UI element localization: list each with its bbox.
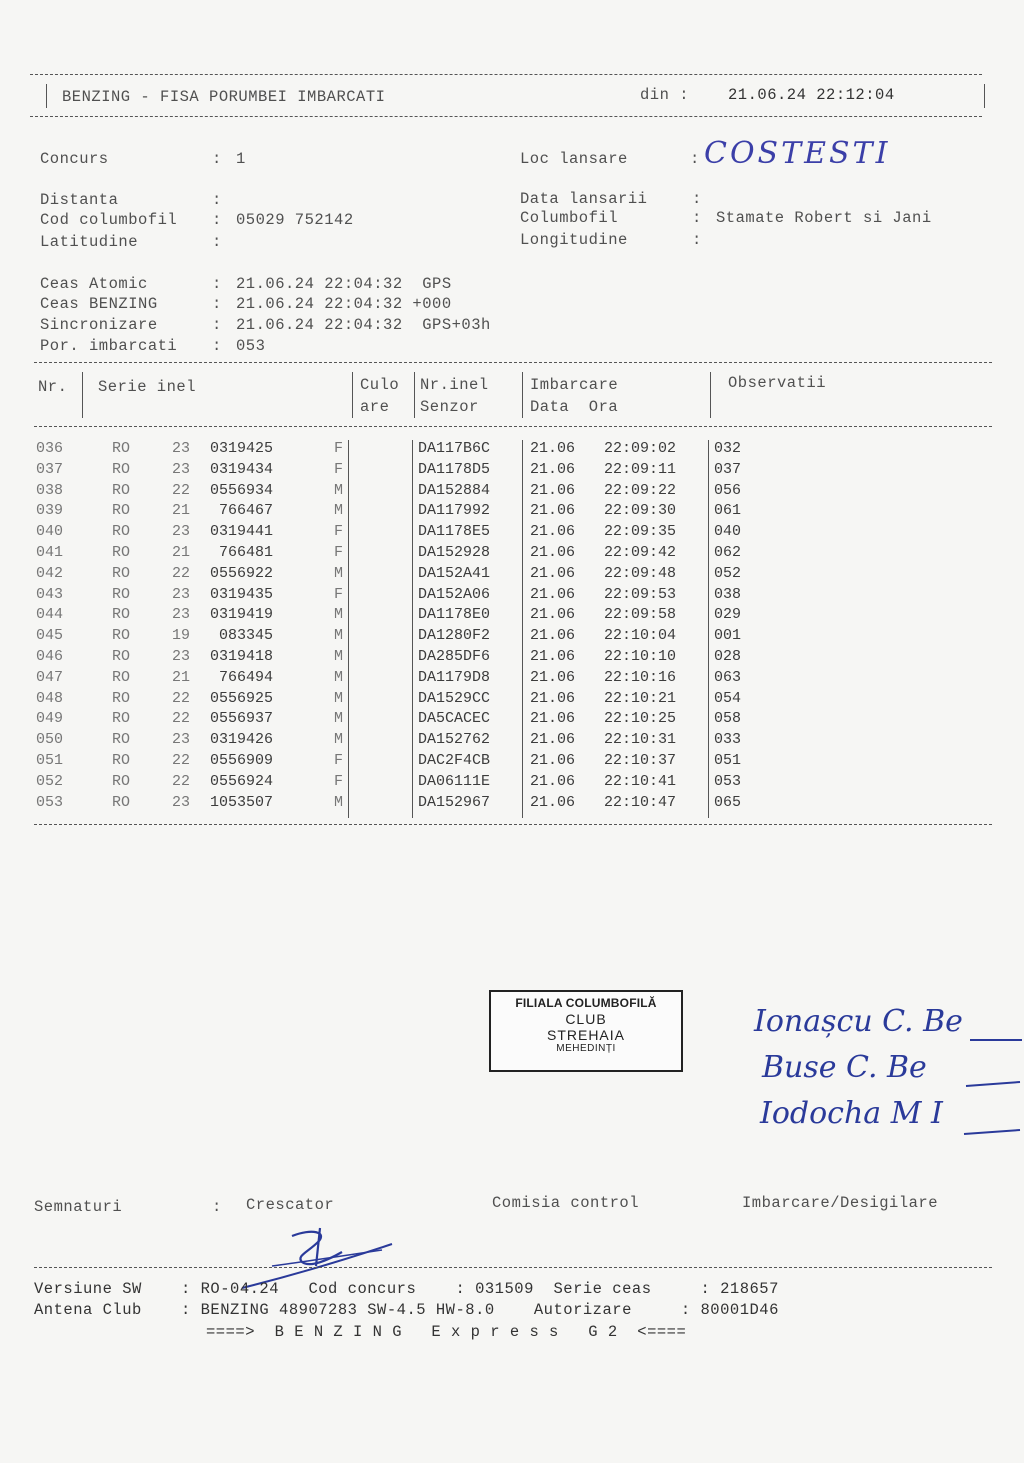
cell-nr: 053: [36, 793, 64, 811]
stamp-line-2: CLUB: [565, 1011, 607, 1027]
cell-cc: RO: [112, 689, 131, 707]
cell-cc: RO: [112, 752, 131, 769]
cell-sensor: DA152928: [418, 544, 491, 561]
cell-yy: 22: [172, 772, 191, 790]
header-din-value: 21.06.24 22:12:04: [728, 86, 895, 104]
cell-sensor: DA152884: [418, 481, 491, 499]
cell-yy: 23: [172, 523, 191, 541]
cell-time: 22:10:41: [604, 772, 677, 790]
cell-obs: 040: [714, 523, 742, 541]
cell-nr: 043: [36, 585, 64, 603]
cell-nr: 048: [36, 689, 64, 707]
cell-date: 21.06: [530, 648, 576, 665]
cell-nr: 041: [36, 544, 64, 561]
cell-obs: 051: [714, 752, 742, 769]
cell-cc: RO: [112, 564, 131, 582]
info-data-lansarii-sep: :: [692, 190, 702, 208]
cell-sex: F: [334, 440, 344, 457]
cell-sex: M: [334, 731, 344, 749]
clock-benzing-sep: :: [212, 295, 222, 313]
cell-date: 21.06: [530, 502, 576, 520]
body-divider-imbarcare: [708, 440, 709, 818]
cell-obs: 037: [714, 460, 742, 478]
cell-ring: 083345: [210, 627, 274, 645]
cell-time: 22:09:48: [604, 564, 677, 582]
cell-obs: 053: [714, 772, 742, 790]
info-longitudine-label: Longitudine: [520, 231, 628, 249]
cell-nr: 036: [36, 440, 64, 457]
body-divider-inel: [522, 440, 523, 818]
cell-time: 22:10:16: [604, 668, 677, 686]
cell-sex: F: [334, 752, 344, 769]
cell-yy: 22: [172, 689, 191, 707]
semnaturi-sep: :: [212, 1198, 222, 1216]
cell-yy: 19: [172, 627, 191, 645]
info-latitudine-label: Latitudine: [40, 233, 139, 251]
col-culoare-header-1: Culo: [360, 376, 400, 394]
cell-sex: M: [334, 606, 344, 624]
table-bottom-rule: [34, 824, 992, 825]
cell-time: 22:09:22: [604, 481, 677, 499]
cell-cc: RO: [112, 460, 131, 478]
cell-ring: 0556922: [210, 564, 274, 582]
col-imbarcare-header-1: Imbarcare: [530, 376, 619, 394]
cell-nr: 052: [36, 772, 64, 790]
footer-line-2: Antena Club : BENZING 48907283 SW-4.5 HW-8.0 Autorizare : 80001D46: [34, 1301, 779, 1319]
clock-sincronizare-label: Sincronizare: [40, 316, 158, 334]
cell-time: 22:09:42: [604, 544, 677, 561]
col-observatii-header: Observatii: [728, 374, 827, 392]
cell-ring: 0319419: [210, 606, 274, 624]
cell-obs: 038: [714, 585, 742, 603]
cell-time: 22:09:53: [604, 585, 677, 603]
cell-ring: 766481: [210, 544, 274, 561]
stamp-line-4: MEHEDINȚI: [556, 1043, 616, 1054]
info-loc-label: Loc lansare: [520, 150, 628, 168]
cell-sensor: DA5CACEC: [418, 710, 491, 728]
cell-ring: 0556925: [210, 689, 274, 707]
cell-time: 22:10:10: [604, 648, 677, 665]
header-divider-culoare: [414, 372, 415, 418]
cell-time: 22:10:47: [604, 793, 677, 811]
cell-yy: 23: [172, 606, 191, 624]
info-longitudine-sep: :: [692, 231, 702, 249]
cell-date: 21.06: [530, 544, 576, 561]
cell-yy: 22: [172, 752, 191, 769]
clock-benzing-label: Ceas BENZING: [40, 295, 158, 313]
cell-yy: 21: [172, 668, 191, 686]
cell-date: 21.06: [530, 772, 576, 790]
header-title: BENZING - FISA PORUMBEI IMBARCATI: [62, 88, 386, 106]
cell-nr: 045: [36, 627, 64, 645]
stamp-line-3: STREHAIA: [546, 1027, 625, 1043]
cell-sex: F: [334, 523, 344, 541]
cell-obs: 029: [714, 606, 742, 624]
cell-cc: RO: [112, 440, 131, 457]
cell-sensor: DA152967: [418, 793, 491, 811]
cell-obs: 052: [714, 564, 742, 582]
col-inel-header-2: Senzor: [420, 398, 479, 416]
cell-sex: M: [334, 564, 344, 582]
cell-sensor: DA117992: [418, 502, 491, 520]
cell-sex: M: [334, 689, 344, 707]
cell-nr: 044: [36, 606, 64, 624]
cell-sensor: DA152A41: [418, 564, 491, 582]
cell-ring: 0319435: [210, 585, 274, 603]
header-divider-nr: [82, 372, 83, 418]
cell-cc: RO: [112, 710, 131, 728]
header-right-bar: [984, 84, 985, 108]
cell-time: 22:09:30: [604, 502, 677, 520]
cell-time: 22:09:58: [604, 606, 677, 624]
info-concurs-label: Concurs: [40, 150, 109, 168]
cell-sex: M: [334, 710, 344, 728]
cell-ring: 0319425: [210, 440, 274, 457]
cell-sensor: DA152A06: [418, 585, 491, 603]
col-serie-header: Serie inel: [98, 378, 197, 396]
footer-line-3: ====> B E N Z I N G E x p r e s s G 2 <====: [206, 1323, 687, 1341]
semnaturi-comisia: Comisia control: [492, 1194, 640, 1212]
cell-obs: 028: [714, 648, 742, 665]
cell-date: 21.06: [530, 440, 576, 457]
cell-date: 21.06: [530, 481, 576, 499]
cell-obs: 063: [714, 668, 742, 686]
cell-sex: F: [334, 772, 344, 790]
clock-atomic-label: Ceas Atomic: [40, 275, 148, 293]
cell-time: 22:10:25: [604, 710, 677, 728]
handwritten-signature-2: Buse C. Be: [762, 1050, 927, 1085]
por-imbarcati-sep: :: [212, 337, 222, 355]
cell-ring: 766467: [210, 502, 274, 520]
cell-time: 22:10:21: [604, 689, 677, 707]
cell-ring: 0556937: [210, 710, 274, 728]
cell-sex: F: [334, 460, 344, 478]
footer-rule: [34, 1267, 992, 1268]
cell-cc: RO: [112, 627, 131, 645]
cell-yy: 23: [172, 793, 191, 811]
table-header-rule: [34, 426, 992, 427]
cell-time: 22:10:04: [604, 627, 677, 645]
cell-time: 22:10:37: [604, 752, 677, 769]
cell-date: 21.06: [530, 606, 576, 624]
signature-underlines: [900, 1030, 1024, 1140]
cell-yy: 23: [172, 648, 191, 665]
cell-sensor: DA1178D5: [418, 460, 491, 478]
col-culoare-header-2: are: [360, 398, 390, 416]
cell-yy: 22: [172, 710, 191, 728]
cell-ring: 0319418: [210, 648, 274, 665]
header-divider-imbarcare: [710, 372, 711, 418]
cell-obs: 065: [714, 793, 742, 811]
cell-nr: 042: [36, 564, 64, 582]
clock-atomic-value: 21.06.24 22:04:32 GPS: [236, 275, 452, 293]
cell-sex: M: [334, 481, 344, 499]
cell-yy: 22: [172, 481, 191, 499]
cell-time: 22:09:11: [604, 460, 677, 478]
cell-obs: 062: [714, 544, 742, 561]
table-top-rule: [34, 362, 992, 363]
cell-date: 21.06: [530, 752, 576, 769]
info-loc-sep: :: [690, 150, 700, 168]
cell-cc: RO: [112, 731, 131, 749]
semnaturi-crescator: Crescator: [246, 1196, 335, 1214]
col-nr-header: Nr.: [38, 378, 68, 396]
cell-ring: 0556924: [210, 772, 274, 790]
header-top-rule: [30, 74, 982, 75]
cell-time: 22:10:31: [604, 731, 677, 749]
cell-nr: 050: [36, 731, 64, 749]
cell-sensor: DA1529CC: [418, 689, 491, 707]
cell-time: 22:09:02: [604, 440, 677, 457]
cell-cc: RO: [112, 668, 131, 686]
cell-cc: RO: [112, 648, 131, 665]
cell-ring: 1053507: [210, 793, 274, 811]
por-imbarcati-label: Por. imbarcati: [40, 337, 178, 355]
cell-ring: 0319426: [210, 731, 274, 749]
clock-atomic-sep: :: [212, 275, 222, 293]
cell-obs: 061: [714, 502, 742, 520]
cell-cc: RO: [112, 481, 131, 499]
info-columbofil-value: Stamate Robert si Jani: [716, 209, 932, 227]
col-inel-header-1: Nr.inel: [420, 376, 489, 394]
info-columbofil-sep: :: [692, 209, 702, 227]
info-cod-label: Cod columbofil: [40, 211, 178, 229]
cell-cc: RO: [112, 502, 131, 520]
por-imbarcati-value: 053: [236, 337, 266, 355]
cell-nr: 037: [36, 460, 64, 478]
handwritten-signature-1: Ionașcu C. Be: [754, 1004, 963, 1039]
cell-date: 21.06: [530, 585, 576, 603]
cell-date: 21.06: [530, 731, 576, 749]
body-divider-serie: [348, 440, 349, 818]
header-divider-inel: [522, 372, 523, 418]
cell-sensor: DA1178E0: [418, 606, 491, 624]
cell-sex: M: [334, 793, 344, 811]
clock-sincronizare-sep: :: [212, 316, 222, 334]
cell-sensor: DAC2F4CB: [418, 752, 491, 769]
cell-sex: M: [334, 668, 344, 686]
cell-sensor: DA1178E5: [418, 523, 491, 541]
cell-cc: RO: [112, 606, 131, 624]
cell-time: 22:09:35: [604, 523, 677, 541]
cell-sensor: DA1179D8: [418, 668, 491, 686]
info-cod-sep: :: [212, 211, 222, 229]
col-imbarcare-header-2: Data Ora: [530, 398, 619, 416]
cell-nr: 039: [36, 502, 64, 520]
cell-cc: RO: [112, 523, 131, 541]
cell-cc: RO: [112, 772, 131, 790]
cell-yy: 21: [172, 544, 191, 561]
cell-yy: 23: [172, 585, 191, 603]
handwritten-signature-3: Iodocha M I: [760, 1096, 943, 1131]
cell-date: 21.06: [530, 460, 576, 478]
cell-date: 21.06: [530, 710, 576, 728]
clock-sincronizare-value: 21.06.24 22:04:32 GPS+03h: [236, 316, 491, 334]
cell-yy: 22: [172, 564, 191, 582]
cell-sensor: DA117B6C: [418, 440, 491, 457]
cell-obs: 033: [714, 731, 742, 749]
cell-sex: M: [334, 502, 344, 520]
cell-yy: 21: [172, 502, 191, 520]
cell-obs: 056: [714, 481, 742, 499]
clock-benzing-value: 21.06.24 22:04:32 +000: [236, 295, 452, 313]
header-bottom-rule: [30, 116, 982, 117]
handwritten-loc-lansare: COSTESTI: [704, 136, 891, 171]
cell-obs: 054: [714, 689, 742, 707]
cell-nr: 038: [36, 481, 64, 499]
cell-sensor: DA06111E: [418, 772, 491, 790]
cell-obs: 058: [714, 710, 742, 728]
cell-ring: 0319441: [210, 523, 274, 541]
semnaturi-label: Semnaturi: [34, 1198, 123, 1216]
cell-obs: 032: [714, 440, 742, 457]
cell-nr: 051: [36, 752, 64, 769]
cell-date: 21.06: [530, 564, 576, 582]
cell-sex: M: [334, 627, 344, 645]
cell-cc: RO: [112, 544, 131, 561]
info-distanta-label: Distanta: [40, 191, 119, 209]
cell-yy: 23: [172, 731, 191, 749]
club-stamp: [489, 990, 683, 1072]
cell-sex: F: [334, 585, 344, 603]
cell-nr: 047: [36, 668, 64, 686]
cell-date: 21.06: [530, 793, 576, 811]
cell-ring: 0319434: [210, 460, 274, 478]
info-distanta-sep: :: [212, 191, 222, 209]
cell-sex: M: [334, 648, 344, 665]
cell-cc: RO: [112, 585, 131, 603]
cell-nr: 040: [36, 523, 64, 541]
header-left-bar: [46, 84, 47, 108]
cell-yy: 23: [172, 440, 191, 457]
cell-sensor: DA152762: [418, 731, 491, 749]
cell-date: 21.06: [530, 523, 576, 541]
info-concurs-sep: :: [212, 150, 222, 168]
cell-date: 21.06: [530, 689, 576, 707]
cell-ring: 0556909: [210, 752, 274, 769]
stamp-line-1: FILIALA COLUMBOFILĂ: [515, 996, 657, 1010]
header-din-label: din :: [640, 86, 690, 104]
semnaturi-imbarcare: Imbarcare/Desigilare: [742, 1194, 939, 1212]
cell-sex: F: [334, 544, 344, 561]
cell-nr: 046: [36, 648, 64, 665]
cell-nr: 049: [36, 710, 64, 728]
cell-date: 21.06: [530, 668, 576, 686]
cell-yy: 23: [172, 460, 191, 478]
info-latitudine-sep: :: [212, 233, 222, 251]
info-concurs-value: 1: [236, 150, 246, 168]
cell-date: 21.06: [530, 627, 576, 645]
cell-sensor: DA1280F2: [418, 627, 491, 645]
header-divider-serie: [352, 372, 353, 418]
info-columbofil-label: Columbofil: [520, 209, 619, 227]
cell-obs: 001: [714, 627, 742, 645]
info-data-lansarii-label: Data lansarii: [520, 190, 648, 208]
body-divider-culoare: [412, 440, 413, 818]
footer-line-1: Versiune SW : RO-04.24 Cod concurs : 031509 Serie ceas : 218657: [34, 1280, 779, 1298]
cell-ring: 0556934: [210, 481, 274, 499]
cell-sensor: DA285DF6: [418, 648, 491, 665]
info-cod-value: 05029 752142: [236, 211, 354, 229]
cell-ring: 766494: [210, 668, 274, 686]
cell-cc: RO: [112, 793, 131, 811]
